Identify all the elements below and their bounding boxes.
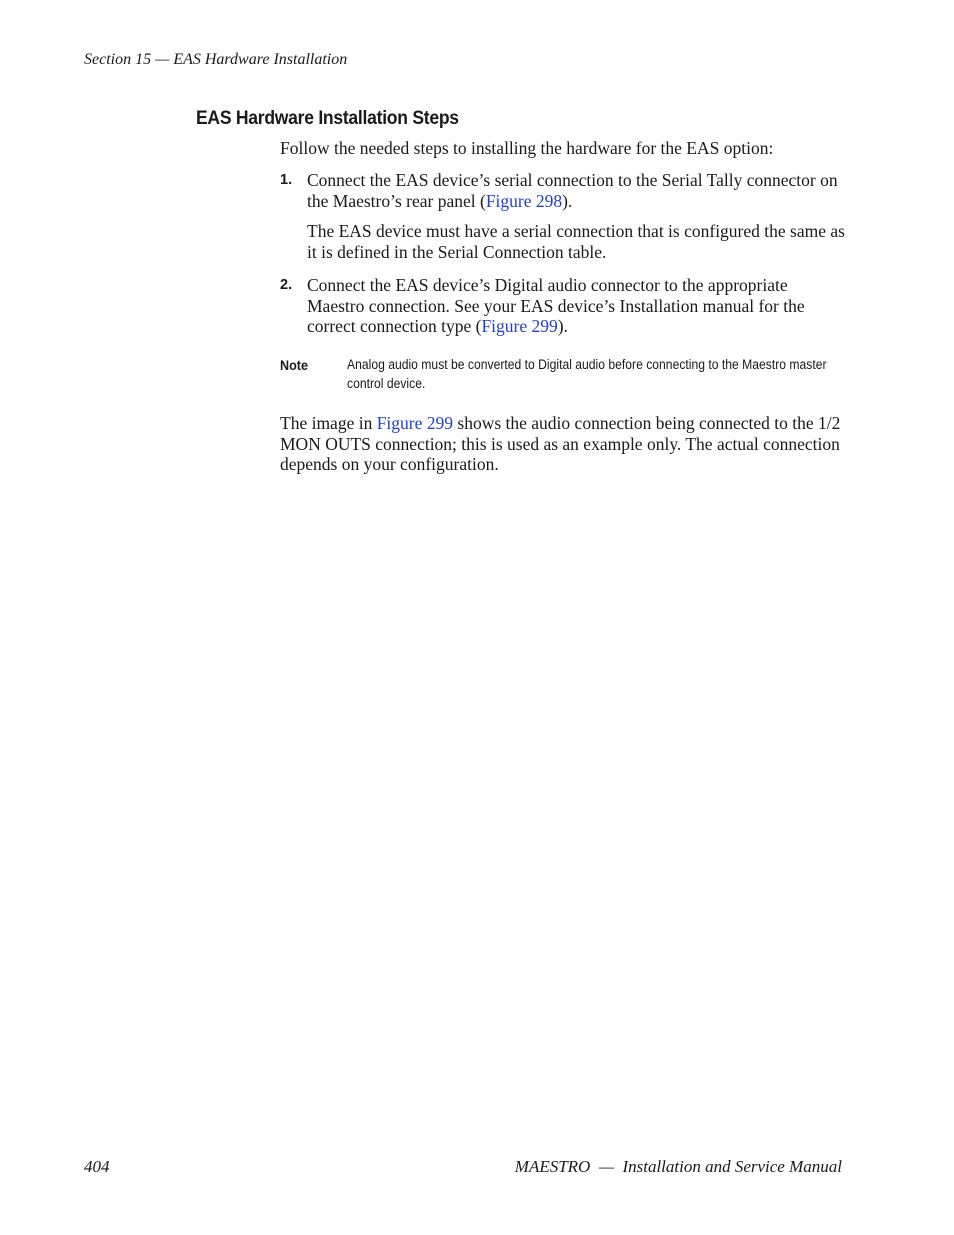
figure-299-link[interactable]: Figure 299 xyxy=(481,316,558,336)
note-text: Analog audio must be converted to Digital audio before connecting to the Maestro master control device. xyxy=(347,357,827,391)
figure-298-link[interactable]: Figure 298 xyxy=(485,190,563,211)
closing-text-part: The image in xyxy=(280,413,377,433)
note-label: Note xyxy=(280,357,309,373)
closing-paragraph xyxy=(280,413,846,475)
step-text-part: Connect the EAS device’s Digital audio connector to the appropriate Maestro connection. See your EAS device’s Installation manual for the correct connection type ( xyxy=(307,275,805,336)
step-text-part: ). xyxy=(562,190,573,211)
step-text xyxy=(307,170,846,211)
footer-manual-title: MAESTRO — Installation and Service Manual xyxy=(514,1157,842,1176)
step-text-part: ). xyxy=(557,316,568,336)
note-block xyxy=(280,356,846,393)
step-text xyxy=(307,275,846,337)
step-item xyxy=(280,275,846,337)
page-number: 404 xyxy=(84,1157,110,1176)
closing-text-part: shows the audio connection being connected to the 1/2 MON OUTS connection; this is used as an example only. The actual connection depends on your configuration. xyxy=(280,413,841,474)
step-item xyxy=(280,170,846,262)
step-text-part: Connect the EAS device’s serial connection to the Serial Tally connector on the Maestro’s rear panel ( xyxy=(307,170,838,211)
figure-299-link[interactable]: Figure 299 xyxy=(376,413,454,433)
step-sub-paragraph: The EAS device must have a serial connection that is configured the same as it is defined in the Serial Connection table. xyxy=(307,221,845,262)
step-number: 2. xyxy=(280,277,293,293)
section-heading: EAS Hardware Installation Steps xyxy=(196,107,459,129)
intro-paragraph: Follow the needed steps to installing the hardware for the EAS option: xyxy=(280,138,774,158)
running-header: Section 15 — EAS Hardware Installation xyxy=(84,51,348,68)
step-number: 1. xyxy=(280,172,293,188)
